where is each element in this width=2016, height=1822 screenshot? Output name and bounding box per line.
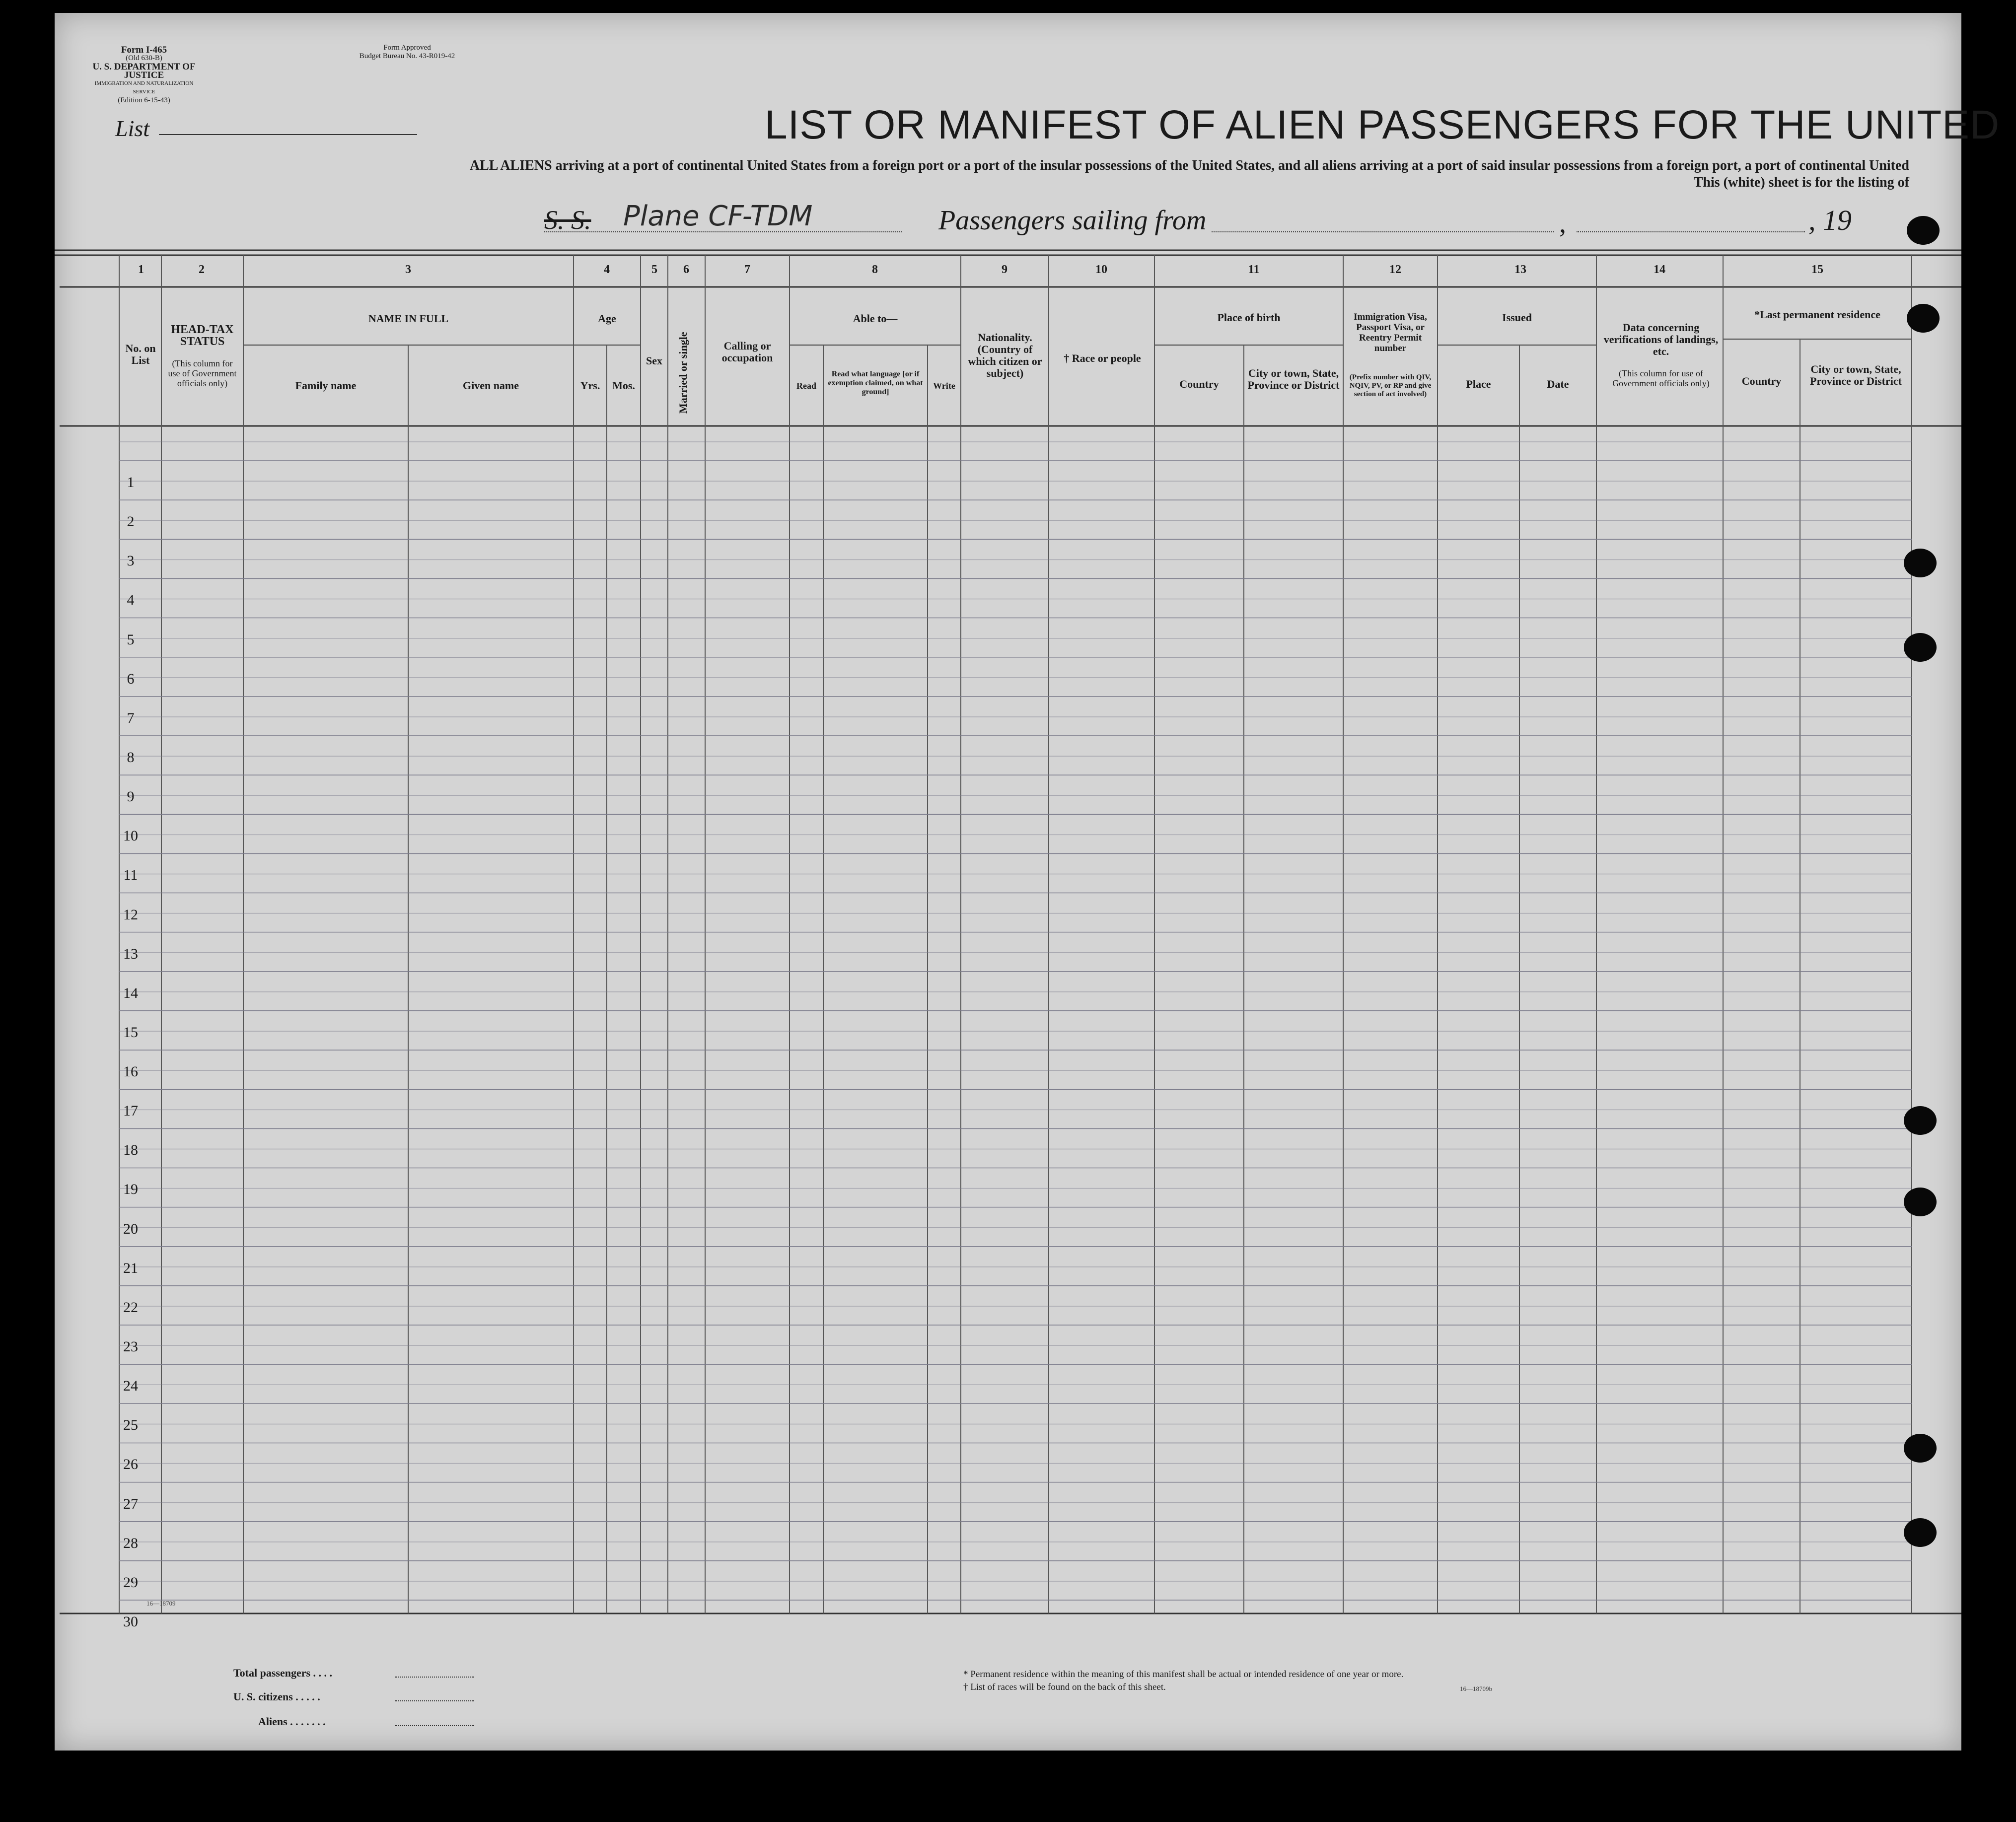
- department-name: U. S. DEPARTMENT OF JUSTICE: [92, 62, 196, 80]
- row-number: 4: [127, 592, 135, 609]
- punch-hole-mark: [1907, 304, 1940, 333]
- header-write: Write: [933, 381, 955, 391]
- column-number: 3: [405, 263, 411, 276]
- aliens-field[interactable]: [395, 1725, 474, 1726]
- header-head-tax-note: (This column for use of Government officials only): [168, 358, 237, 388]
- column-number: 14: [1654, 263, 1665, 276]
- header-read-language: Read what language [or if exemption claimed, on what ground]: [828, 370, 923, 396]
- column-number: 12: [1389, 263, 1401, 276]
- row-number: 23: [123, 1338, 138, 1355]
- header-yrs: Yrs.: [580, 379, 600, 392]
- header-nationality: Nationality. (Country of which citizen or subject): [968, 331, 1042, 379]
- header-city-town: City or town, State, Province or District: [1247, 367, 1340, 391]
- row-number: 14: [123, 984, 138, 1001]
- row-number: 2: [127, 513, 135, 530]
- row-number: 13: [123, 945, 138, 962]
- row-number: 7: [127, 709, 135, 726]
- manifest-title: LIST OR MANIFEST OF ALIEN PASSENGERS FOR THE UNITED: [765, 102, 2000, 147]
- row-number: 20: [123, 1220, 138, 1237]
- header-read: Read: [796, 381, 816, 391]
- header-visa: Immigration Visa, Passport Visa, or Reentry Permit number: [1354, 312, 1427, 353]
- header-data-concerning: Data concerning verifications of landings, etc.: [1603, 321, 1719, 357]
- row-number: 9: [127, 788, 135, 805]
- header-given-name: Given name: [462, 379, 519, 392]
- header-visa-note: (Prefix number with QIV, NQIV, PV, or RP and give section of act involved): [1349, 373, 1432, 398]
- header-mos: Mos.: [612, 379, 635, 392]
- header-data-note: (This column for use of Government officials only): [1612, 368, 1710, 388]
- us-citizens-label: U. S. citizens . . . . .: [233, 1690, 320, 1703]
- header-age: Age: [598, 312, 616, 325]
- punch-hole-mark: [1907, 216, 1940, 245]
- row-number: 25: [123, 1417, 138, 1434]
- punch-hole-mark: [1904, 1188, 1937, 1216]
- ss-label: S. S.: [544, 205, 591, 235]
- permanent-residence-note: * Permanent residence within the meaning of this manifest shall be actual or intended residence of one year or more.: [963, 1669, 1404, 1680]
- approval-label: Form Approved: [383, 44, 431, 52]
- vessel-name-handwritten: Plane CF-TDM: [623, 200, 813, 232]
- row-number: 17: [123, 1103, 138, 1120]
- row-number: 22: [123, 1299, 138, 1316]
- row-number: 3: [127, 553, 135, 569]
- header-issued: Issued: [1502, 311, 1532, 324]
- column-number: 1: [138, 263, 144, 276]
- total-passengers-field[interactable]: [395, 1677, 474, 1678]
- column-number: 10: [1095, 263, 1107, 276]
- header-sex: Sex: [646, 354, 662, 367]
- list-label: List: [115, 116, 150, 141]
- header-family-name: Family name: [295, 379, 357, 392]
- print-code: 16—18709: [146, 1600, 176, 1607]
- row-number: 28: [123, 1535, 138, 1551]
- print-code: 16—18709b: [1460, 1685, 1492, 1692]
- column-number: 5: [651, 263, 657, 276]
- column-number: 8: [872, 263, 878, 276]
- form-old-number: (Old 630-B): [126, 54, 162, 62]
- us-citizens-field[interactable]: [395, 1700, 474, 1701]
- row-number: 6: [127, 670, 135, 687]
- column-number: 7: [744, 263, 750, 276]
- column-number: 9: [1002, 263, 1008, 276]
- manifest-subtitle-2: This (white) sheet is for the listing of: [1693, 175, 1909, 190]
- row-number: 24: [123, 1378, 138, 1395]
- header-issued-date: Date: [1547, 378, 1569, 390]
- sailing-from-label: Passengers sailing from: [938, 205, 1207, 236]
- header-issued-place: Place: [1466, 378, 1491, 390]
- column-number: 15: [1811, 263, 1823, 276]
- total-passengers-label: Total passengers . . . .: [233, 1667, 333, 1679]
- header-race: † Race or people: [1064, 352, 1141, 364]
- column-number: 6: [683, 263, 689, 276]
- row-number: 5: [127, 631, 135, 648]
- header-residence-city: City or town, State, Province or District: [1810, 363, 1902, 387]
- year-prefix: , 19: [1808, 204, 1852, 236]
- row-number: 27: [123, 1495, 138, 1512]
- header-married-or-single: Married or single: [677, 332, 689, 414]
- punch-hole-mark: [1904, 549, 1937, 577]
- form-number: Form I-465: [121, 45, 167, 55]
- header-place-of-birth: Place of birth: [1217, 311, 1281, 324]
- header-country: Country: [1179, 378, 1219, 390]
- form-edition: (Edition 6-15-43): [118, 96, 170, 104]
- aliens-label: Aliens . . . . . . .: [258, 1715, 326, 1728]
- header-last-residence: *Last permanent residence: [1754, 308, 1880, 321]
- row-number: 18: [123, 1142, 138, 1159]
- races-note: † List of races will be found on the back of this sheet.: [963, 1682, 1166, 1692]
- row-number: 29: [123, 1574, 138, 1591]
- row-number: 10: [123, 828, 138, 844]
- row-number: 19: [123, 1181, 138, 1198]
- comma-separator: ,: [1559, 208, 1566, 239]
- punch-hole-mark: [1904, 1106, 1937, 1135]
- column-number: 4: [604, 263, 610, 276]
- manifest-subtitle: ALL ALIENS arriving at a port of continental United States from a foreign port or a port of the insular possessions of the United States, and all aliens arriving at a port of said insular possessions from a foreign port, a port of continental United: [469, 158, 1909, 173]
- row-number: 12: [123, 906, 138, 923]
- row-number: 30: [123, 1613, 138, 1630]
- header-name-in-full: NAME IN FULL: [368, 312, 449, 325]
- header-able-to: Able to—: [853, 312, 898, 325]
- column-number: 11: [1248, 263, 1260, 276]
- punch-hole-mark: [1904, 633, 1937, 662]
- row-number: 26: [123, 1456, 138, 1473]
- row-number: 15: [123, 1024, 138, 1041]
- budget-bureau-number: Budget Bureau No. 43-R019-42: [359, 52, 455, 60]
- column-number: 13: [1514, 263, 1526, 276]
- row-number: 11: [123, 867, 138, 884]
- column-number: 2: [199, 263, 205, 276]
- row-number: 21: [123, 1260, 138, 1276]
- punch-hole-mark: [1904, 1434, 1937, 1463]
- header-residence-country: Country: [1741, 375, 1782, 387]
- header-no-on-list: No. on List: [125, 342, 156, 366]
- punch-hole-mark: [1904, 1518, 1937, 1547]
- row-number: 16: [123, 1063, 138, 1080]
- row-number: 8: [127, 749, 135, 766]
- header-head-tax: HEAD-TAX STATUS: [171, 323, 234, 348]
- row-number: 1: [127, 474, 135, 491]
- service-name: IMMIGRATION AND NATURALIZATION SERVICE: [94, 80, 194, 95]
- header-calling: Calling or occupation: [721, 340, 773, 364]
